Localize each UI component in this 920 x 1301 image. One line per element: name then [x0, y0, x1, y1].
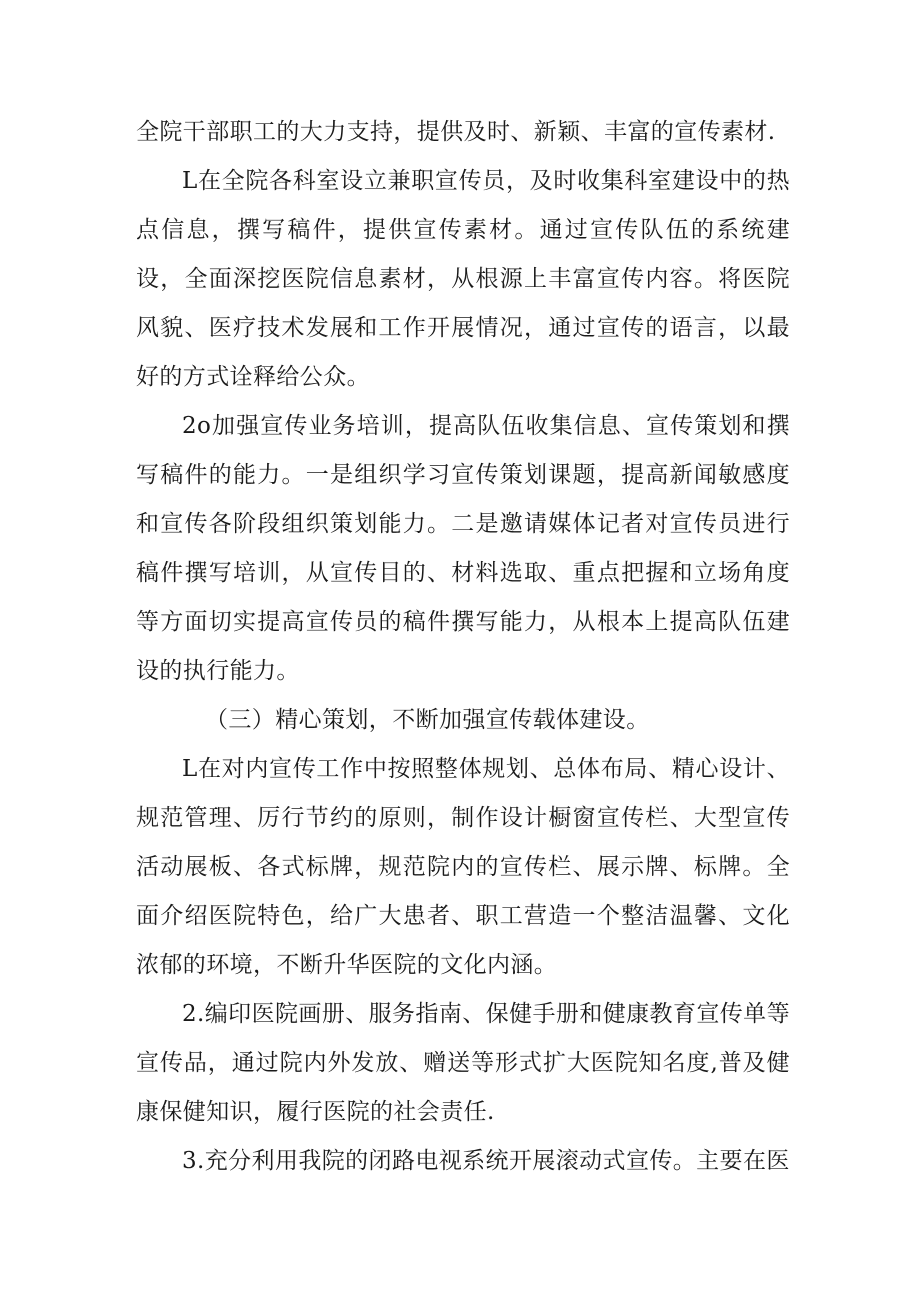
- document-body: [136, 108, 790, 1186]
- paragraph-3-3: 3.充分利用我院的闭路电视系统开展滚动式宣传。主要在医: [182, 1148, 790, 1174]
- paragraph-3-1: L在对内宣传工作中按照整体规划、总体布局、精心设计、规范管理、厉行节约的原则，制作设计橱窗宣传栏、大型宣传活动展板、各式标牌，规范院内的宣传栏、展示牌、标牌。全面介绍医院特色，给广大患者、职工营造一个整洁温馨、文化浓郁的环境，不断升华医院的文化内涵。: [136, 756, 790, 978]
- paragraph-3-2: 2.编印医院画册、服务指南、保健手册和健康教育宣传单等宣传品，通过院内外发放、赠送等形式扩大医院知名度,普及健康保健知识，履行医院的社会责任.: [136, 1001, 790, 1125]
- paragraph-continuation: 全院干部职工的大力支持，提供及时、新颖、丰富的宣传素材.: [136, 119, 776, 145]
- paragraph-1: L在全院各科室设立兼职宣传员，及时收集科室建设中的热点信息，撰写稿件，提供宣传素材。通过宣传队伍的系统建设，全面深挖医院信息素材，从根源上丰富宣传内容。将医院风貌、医疗技术发展和工作开展情况，通过宣传的语言，以最好的方式诠释给公众。: [136, 168, 790, 390]
- paragraph-2: 2o加强宣传业务培训，提高队伍收集信息、宣传策划和撰写稿件的能力。一是组织学习宣传策划课题，提高新闻敏感度和宣传各阶段组织策划能力。二是邀请媒体记者对宣传员进行稿件撰写培训，从宣传目的、材料选取、重点把握和立场角度等方面切实提高宣传员的稿件撰写能力，从根本上提高队伍建设的执行能力。: [136, 413, 790, 684]
- section-heading-3: （三）精心策划，不断加强宣传载体建设。: [205, 707, 650, 733]
